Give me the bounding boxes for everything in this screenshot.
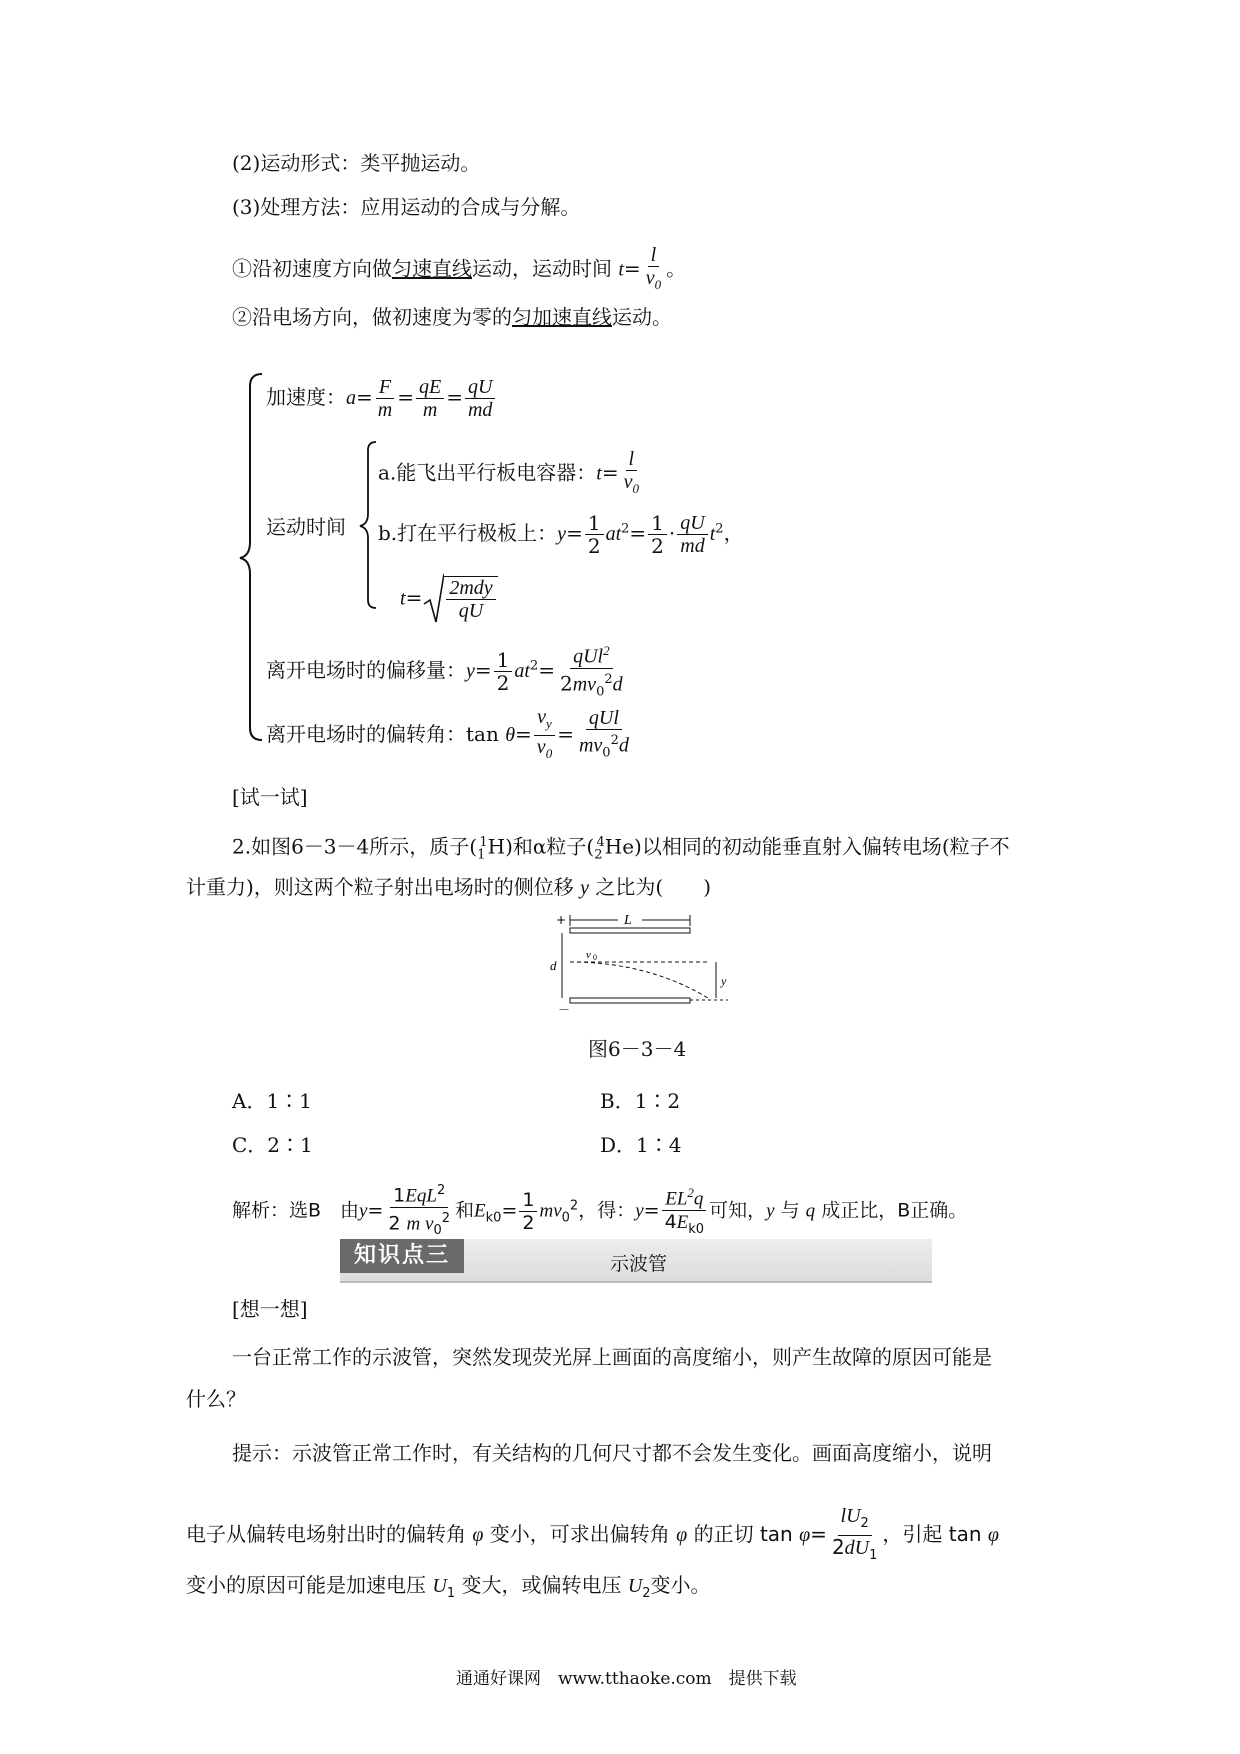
text: 可知， — [709, 1199, 767, 1222]
think-question-1: 一台正常工作的示波管，突然发现荧光屏上画面的高度缩小，则产生故障的原因可能是 — [232, 1345, 992, 1369]
think-header: [想一想] — [232, 1297, 308, 1321]
text: 变大，或偏转电压 — [461, 1573, 622, 1597]
line-motion-form: (2)运动形式：类平抛运动。 — [232, 151, 481, 175]
figure-caption: 图6－3－4 — [588, 1037, 687, 1061]
underlined-term: 匀加速直线 — [512, 305, 612, 329]
case-b-time: t= $\frac{\text{2mdy}}{qU}$ — [400, 572, 498, 626]
option-d: D．1∶4 — [600, 1133, 682, 1157]
hint-line-1: 提示：示波管正常工作时，有关结构的几何尺寸都不会发生变化。画面高度缩小，说明 — [232, 1441, 992, 1465]
text: 电子从偏转电场射出时的偏转角 — [186, 1522, 466, 1546]
case-a: a.能飞出平行板电容器：t= $\frac{l}{v_0}$ — [378, 448, 639, 496]
text: 和 — [455, 1199, 475, 1222]
hint-line-3: 变小的原因可能是加速电压 $U_1$ 变大，或偏转电压 $U_2$变小。 — [186, 1573, 711, 1601]
text: ①沿初速度方向做 — [232, 256, 392, 281]
text: 运动。 — [612, 305, 672, 329]
angle-label: 离开电场时的偏转角： — [266, 722, 466, 746]
case-a-label: a.能飞出平行板电容器： — [378, 460, 597, 485]
case-b: b.打在平行极板上：y= $\frac{1}{2}$ $at^2=$ $\frac{1}{2}$ · $\frac{qU}{md}$ $t^2$， — [378, 511, 744, 558]
section-badge: 知识点三 — [340, 1239, 464, 1273]
line-method: (3)处理方法：应用运动的合成与分解。 — [232, 195, 581, 219]
text: ，引起 — [882, 1522, 943, 1546]
text: 与 — [780, 1199, 800, 1222]
fig-plus: + — [556, 913, 567, 927]
text: 变小。 — [650, 1573, 711, 1597]
text: 2.如图6－3－4所示，质子( — [232, 834, 478, 859]
footer: 通通好课网 www.tthaoke.com 提供下载 — [456, 1669, 797, 1689]
option-a: A．1∶1 — [232, 1089, 312, 1113]
brace-offset: 离开电场时的偏移量：y= $\frac{1}{2}$ $at^2=$ $\frac{qUl^2}{2mv_0^2d}$ — [266, 640, 628, 703]
sqrt-sign — [422, 572, 444, 626]
text: 运动，运动时间 — [472, 256, 612, 281]
question-line-1: 2.如图6－3－4所示，质子$(_1^1H)$和α粒子$(_2^4He)$以相同的初动能垂直射入偏转电场(粒子不 — [232, 834, 1010, 863]
fig-L: L — [624, 913, 632, 928]
fig-y: y — [721, 974, 727, 988]
text: He)以相同的初动能垂直射入偏转电场(粒子不 — [604, 834, 1010, 859]
option-c: C．2∶1 — [232, 1133, 313, 1157]
accel-label: 加速度： — [266, 385, 346, 409]
think-question-2: 什么？ — [186, 1387, 246, 1411]
text: ，得： — [578, 1199, 636, 1222]
line-initial-direction: ①沿初速度方向做匀速直线运动，运动时间 t= $\frac{l}{v_0}$ 。 — [232, 244, 687, 292]
brace-acceleration: 加速度：a= $\frac{F}{m}$ = $\frac{qE}{m}$ = $\frac{qU}{md}$ — [266, 376, 497, 421]
brace-angle: 离开电场时的偏转角：tan θ= $\frac{v_y}{v_0}$ = $\frac{\text{qUl}}{mv_0^2d}$ — [266, 706, 629, 761]
text: H)和α粒子( — [487, 834, 595, 859]
text: 的正切 — [693, 1522, 754, 1546]
text: 之比为( ) — [595, 875, 712, 899]
section-title: 示波管 — [610, 1253, 668, 1275]
text: 计重力)，则这两个粒子射出电场时的侧位移 — [186, 875, 574, 899]
underlined-term: 匀速直线 — [392, 256, 472, 281]
text: 解析：选B 由 — [232, 1199, 360, 1222]
offset-label: 离开电场时的偏移量： — [266, 658, 466, 683]
svg-text:0: 0 — [593, 953, 597, 962]
analysis-line: 解析：选B 由y= $\frac{1EqL^2}{2 m v_0^2}$ 和$E_{k0}=$ $\frac{1}{2}$ $mv_0^2$，得：y= $\frac{EL^2q}{4E_{k0}}$ 可知，y 与 q 成正比，B正确。 — [232, 1180, 967, 1242]
line-field-direction — [232, 304, 672, 330]
fig-minus: － — [558, 1003, 571, 1017]
section-banner — [340, 1239, 932, 1283]
question-line-2: 计重力)，则这两个粒子射出电场时的侧位移 y 之比为( ) — [186, 875, 712, 899]
text: 变小，可求出偏转角 — [489, 1522, 670, 1546]
case-b-label: b.打在平行极板上： — [378, 521, 558, 545]
try-header: [试一试] — [232, 785, 308, 809]
brace-time-label: 运动时间 — [266, 515, 346, 539]
text: 变小的原因可能是加速电压 — [186, 1573, 426, 1597]
fig-v0: v — [586, 949, 591, 961]
deflection-figure — [548, 910, 748, 1020]
fig-d: d — [550, 958, 557, 973]
text: ②沿电场方向，做初速度为零的 — [232, 305, 512, 329]
hint-line-2: 电子从偏转电场射出时的偏转角 φ 变小，可求出偏转角 φ 的正切 tan φ= $\frac{lU_2}{2dU_1}$ ，引起 tan φ — [186, 1505, 999, 1563]
option-b: B．1∶2 — [600, 1089, 681, 1113]
text: 成正比，B正确。 — [821, 1199, 968, 1222]
